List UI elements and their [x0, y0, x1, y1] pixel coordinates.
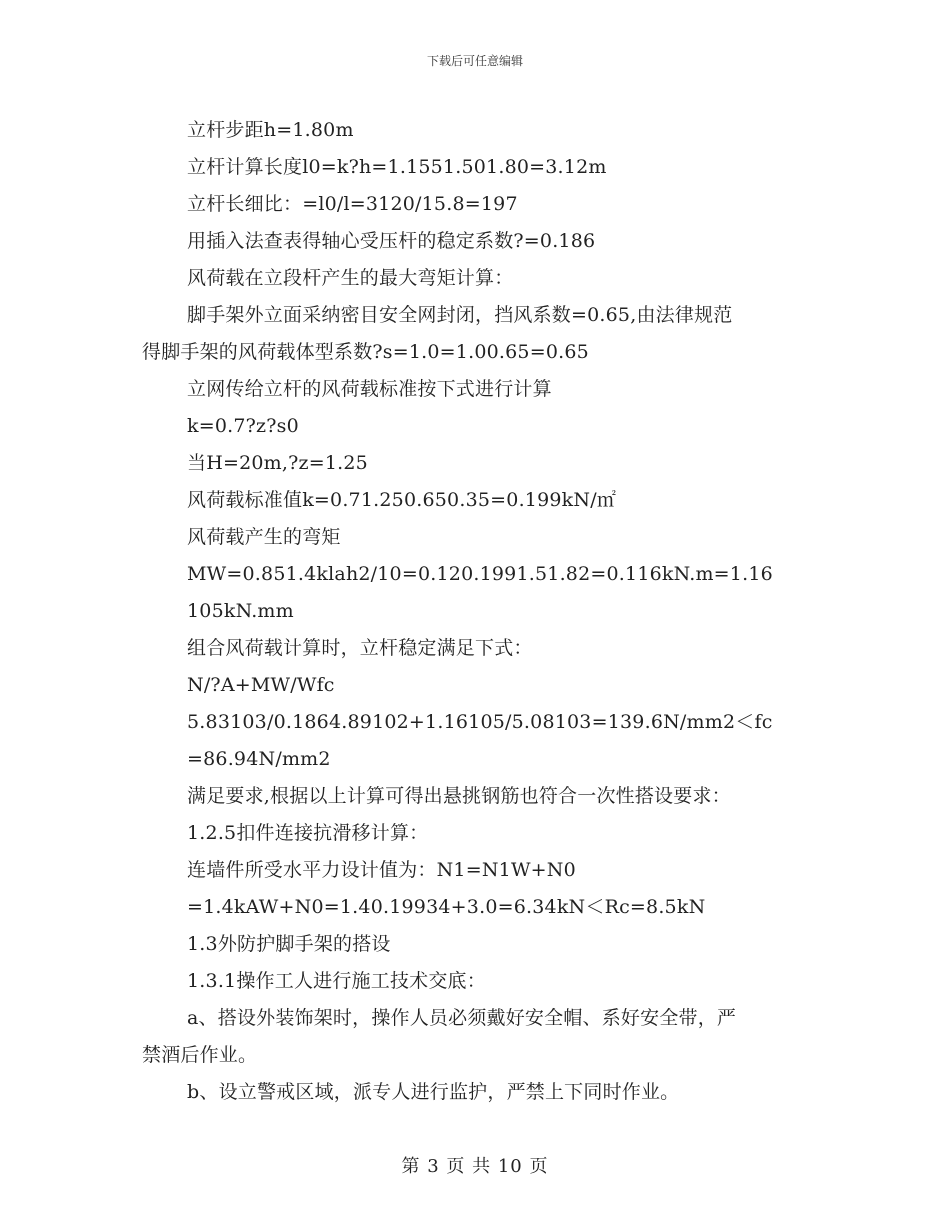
text-line: 满足要求,根据以上计算可得出悬挑钢筋也符合一次性搭设要求： [187, 785, 731, 807]
text-line: 1.2.5扣件连接抗滑移计算： [187, 822, 429, 844]
text-line: 连墙件所受水平力设计值为：N1=N1W+N0 [187, 859, 576, 881]
text-line: 用插入法查表得轴心受压杆的稳定系数?=0.186 [187, 230, 596, 252]
text-line: 当H=20m,?z=1.25 [187, 452, 368, 474]
text-line: k=0.7?z?s0 [187, 415, 299, 437]
text-line: a、搭设外装饰架时，操作人员必须戴好安全帽、系好安全带，严 [187, 1007, 737, 1029]
page-footer: 第 3 页 共 10 页 [401, 1156, 549, 1177]
text-line: 立杆步距h=1.80m [187, 119, 354, 141]
document-body [142, 112, 812, 1111]
text-line: 脚手架外立面采纳密目安全网封闭，挡风系数=0.65,由法律规范 [187, 304, 733, 326]
text-line: =1.4kAW+N0=1.40.19934+3.0=6.34kN＜Rc=8.5kN [187, 896, 706, 918]
text-line: 禁酒后作业。 [142, 1044, 258, 1066]
text-line: N/?A+MW/Wfc [187, 674, 335, 696]
text-line: b、设立警戒区域，派专人进行监护，严禁上下同时作业。 [187, 1081, 680, 1103]
text-line: 风荷载标准值k=0.71.250.650.35=0.199kN/㎡ [187, 489, 617, 511]
text-line: 风荷载产生的弯矩 [187, 526, 341, 548]
text-line: 得脚手架的风荷载体型系数?s=1.0=1.00.65=0.65 [142, 341, 589, 363]
text-line: 立杆长细比：=l0/l=3120/15.8=197 [187, 193, 518, 215]
text-line: 105kN.mm [187, 600, 294, 622]
text-line: MW=0.851.4klah2/10=0.120.1991.51.82=0.116kN.m=1.16 [187, 563, 773, 585]
text-line: 1.3外防护脚手架的搭设 [187, 933, 391, 955]
text-line: 立网传给立杆的风荷载标准按下式进行计算 [187, 378, 552, 400]
text-line: 风荷载在立段杆产生的最大弯矩计算： [187, 267, 514, 289]
page-header: 下载后可任意编辑 [426, 54, 523, 68]
text-line: 1.3.1操作工人进行施工技术交底： [187, 970, 486, 992]
text-line: 5.83103/0.1864.89102+1.16105/5.08103=139.6N/mm2＜fc [187, 711, 773, 733]
text-line: 组合风荷载计算时，立杆稳定满足下式： [187, 637, 533, 659]
text-line: =86.94N/mm2 [187, 748, 331, 770]
text-line: 立杆计算长度l0=k?h=1.1551.501.80=3.12m [187, 156, 607, 178]
